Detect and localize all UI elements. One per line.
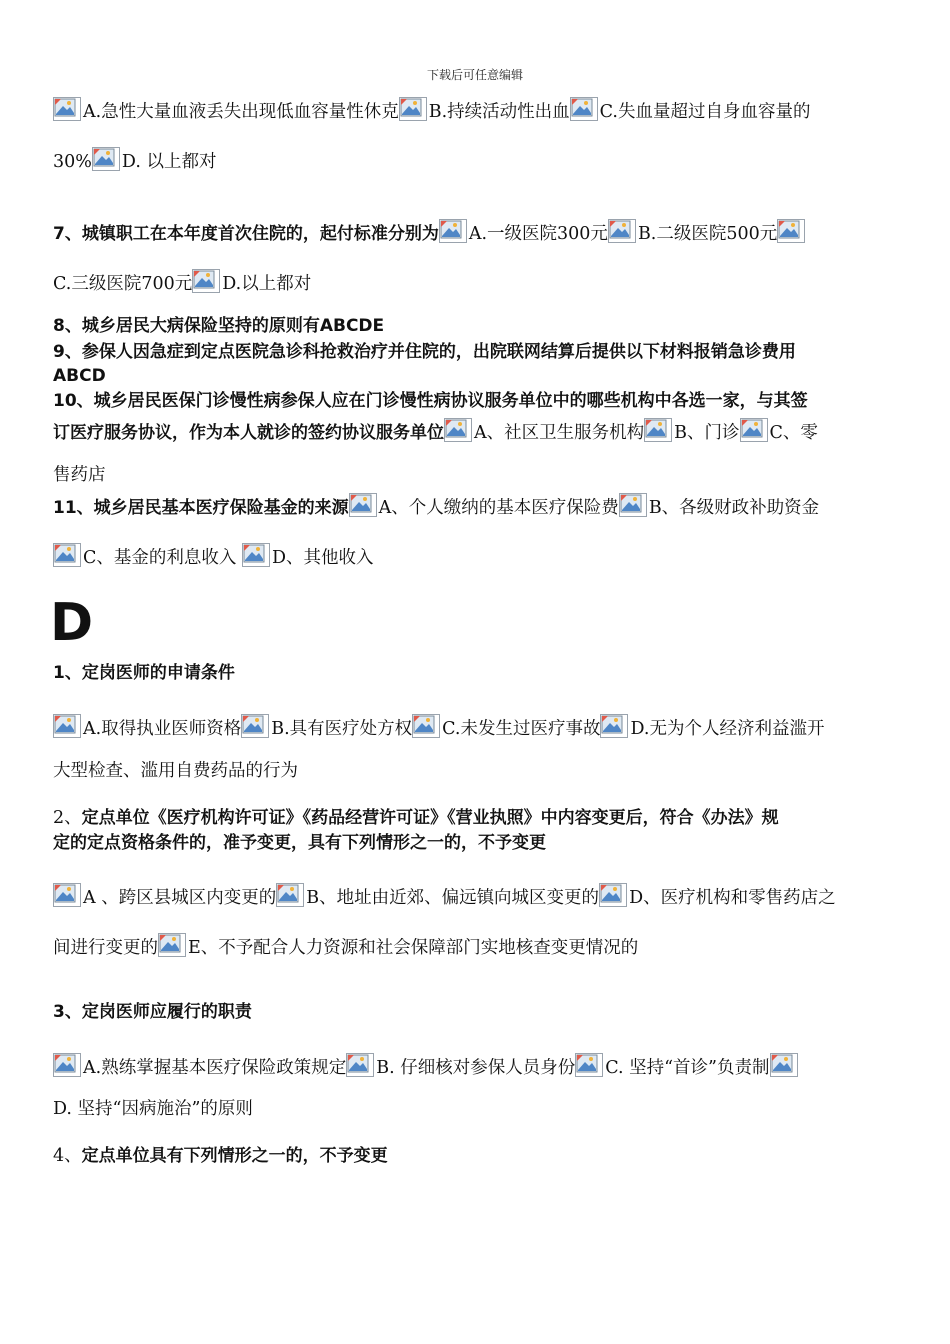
broken-image-icon bbox=[53, 714, 81, 738]
text-segment: 2、 bbox=[53, 808, 82, 828]
text-line bbox=[53, 313, 910, 339]
broken-image-icon bbox=[570, 97, 598, 121]
text-line bbox=[53, 493, 910, 521]
text-segment: 定的定点资格条件的，准予变更，具有下列情形之一的，不予变更 bbox=[53, 833, 546, 853]
broken-image-icon bbox=[192, 269, 220, 293]
text-segment: A 、跨区县城区内变更的 bbox=[83, 888, 277, 908]
text-line bbox=[53, 462, 910, 488]
broken-image-icon bbox=[349, 493, 377, 517]
text-segment: A、个人缴纳的基本医疗保险费 bbox=[378, 498, 619, 518]
text-segment: A.急性大量血液丢失出现低血容量性休克 bbox=[83, 102, 399, 122]
broken-image-icon bbox=[608, 219, 636, 243]
text-segment: D. 以上都对 bbox=[121, 152, 217, 172]
broken-image-icon bbox=[53, 1053, 81, 1077]
text-segment: A.一级医院300元 bbox=[468, 224, 608, 244]
text-line bbox=[53, 1096, 910, 1122]
text-segment: D、医疗机构和零售药店之 bbox=[629, 888, 836, 908]
broken-image-icon bbox=[53, 543, 81, 567]
broken-image-icon bbox=[777, 219, 805, 243]
text-segment: E、不予配合人力资源和社会保障部门实地核查变更情况的 bbox=[188, 938, 639, 958]
broken-image-icon bbox=[399, 97, 427, 121]
text-line bbox=[53, 363, 910, 389]
broken-image-icon bbox=[158, 933, 186, 957]
text-segment: D. 坚持“因病施治”的原则 bbox=[53, 1099, 253, 1119]
text-line bbox=[53, 1053, 910, 1081]
text-segment: 7、城镇职工在本年度首次住院的，起付标准分别为 bbox=[53, 224, 439, 244]
text-line bbox=[53, 883, 910, 911]
text-line bbox=[53, 339, 910, 365]
text-segment: 售药店 bbox=[53, 465, 106, 485]
text-line bbox=[53, 714, 910, 742]
text-segment: C.未发生过医疗事故 bbox=[442, 719, 601, 739]
broken-image-icon bbox=[740, 418, 768, 442]
broken-image-icon bbox=[619, 493, 647, 517]
text-segment: B.具有医疗处方权 bbox=[271, 719, 413, 739]
section-letter: D bbox=[50, 593, 94, 653]
broken-image-icon bbox=[412, 714, 440, 738]
text-segment: B. 仔细核对参保人员身份 bbox=[376, 1058, 576, 1078]
text-line bbox=[53, 999, 910, 1025]
text-segment: D.以上都对 bbox=[222, 274, 312, 294]
text-segment: 10、城乡居民医保门诊慢性病参保人应在门诊慢性病协议服务单位中的哪些机构中各选一家，与其签 bbox=[53, 391, 808, 411]
text-line bbox=[53, 219, 910, 247]
text-segment: ABCD bbox=[53, 366, 106, 386]
broken-image-icon bbox=[770, 1053, 798, 1077]
broken-image-icon bbox=[346, 1053, 374, 1077]
broken-image-icon bbox=[444, 418, 472, 442]
text-segment: B、门诊 bbox=[674, 423, 740, 443]
page-header: 下载后可任意编辑 bbox=[426, 68, 523, 82]
text-segment: D.无为个人经济利益滥开 bbox=[630, 719, 825, 739]
broken-image-icon bbox=[600, 714, 628, 738]
broken-image-icon bbox=[599, 883, 627, 907]
text-segment: 8、城乡居民大病保险坚持的原则有ABCDE bbox=[53, 316, 385, 336]
text-segment: C. 坚持“首诊”负责制 bbox=[605, 1058, 770, 1078]
text-segment: 30% bbox=[53, 152, 92, 172]
broken-image-icon bbox=[53, 883, 81, 907]
text-line bbox=[53, 805, 910, 831]
text-segment: A.熟练掌握基本医疗保险政策规定 bbox=[83, 1058, 347, 1078]
text-line bbox=[53, 147, 910, 175]
text-segment: 11、城乡居民基本医疗保险基金的来源 bbox=[53, 498, 349, 518]
text-segment: 3、定岗医师应履行的职责 bbox=[53, 1002, 252, 1022]
text-segment: C、基金的利息收入 bbox=[83, 548, 242, 568]
text-line bbox=[53, 933, 910, 961]
broken-image-icon bbox=[276, 883, 304, 907]
text-segment: D、其他收入 bbox=[271, 548, 374, 568]
broken-image-icon bbox=[439, 219, 467, 243]
text-segment: 4、 bbox=[53, 1146, 82, 1166]
text-segment: B、地址由近郊、偏远镇向城区变更的 bbox=[306, 888, 600, 908]
text-segment: 间进行变更的 bbox=[53, 938, 158, 958]
text-line bbox=[53, 97, 910, 125]
text-line bbox=[53, 830, 910, 856]
text-segment: A.取得执业医师资格 bbox=[83, 719, 242, 739]
text-segment: 大型检查、滥用自费药品的行为 bbox=[53, 761, 298, 781]
broken-image-icon bbox=[644, 418, 672, 442]
text-line bbox=[53, 660, 910, 686]
text-segment: C.失血量超过自身血容量的 bbox=[599, 102, 811, 122]
text-segment: C、零 bbox=[769, 423, 818, 443]
text-segment: 定点单位具有下列情形之一的，不予变更 bbox=[81, 1146, 388, 1166]
text-line bbox=[53, 418, 910, 446]
text-line bbox=[53, 388, 910, 414]
broken-image-icon bbox=[575, 1053, 603, 1077]
text-segment: B、各级财政补助资金 bbox=[648, 498, 820, 518]
broken-image-icon bbox=[241, 714, 269, 738]
broken-image-icon bbox=[53, 97, 81, 121]
broken-image-icon bbox=[92, 147, 120, 171]
text-line bbox=[53, 543, 910, 571]
text-segment: B.二级医院500元 bbox=[637, 224, 778, 244]
text-segment: 9、参保人因急症到定点医院急诊科抢救治疗并住院的，出院联网结算后提供以下材料报销急诊费用 bbox=[53, 342, 796, 362]
text-segment: 1、定岗医师的申请条件 bbox=[53, 663, 235, 683]
text-segment: B.持续活动性出血 bbox=[428, 102, 570, 122]
text-line bbox=[53, 1143, 910, 1169]
text-segment: C.三级医院700元 bbox=[53, 274, 193, 294]
broken-image-icon bbox=[242, 543, 270, 567]
text-line bbox=[53, 269, 910, 297]
text-segment: A、社区卫生服务机构 bbox=[474, 423, 645, 443]
text-line bbox=[53, 758, 910, 784]
text-segment: 订医疗服务协议，作为本人就诊的签约协议服务单位 bbox=[53, 423, 444, 443]
text-segment: 定点单位《医疗机构许可证》《药品经营许可证》《营业执照》中内容变更后，符合《办法》规 bbox=[81, 808, 779, 828]
